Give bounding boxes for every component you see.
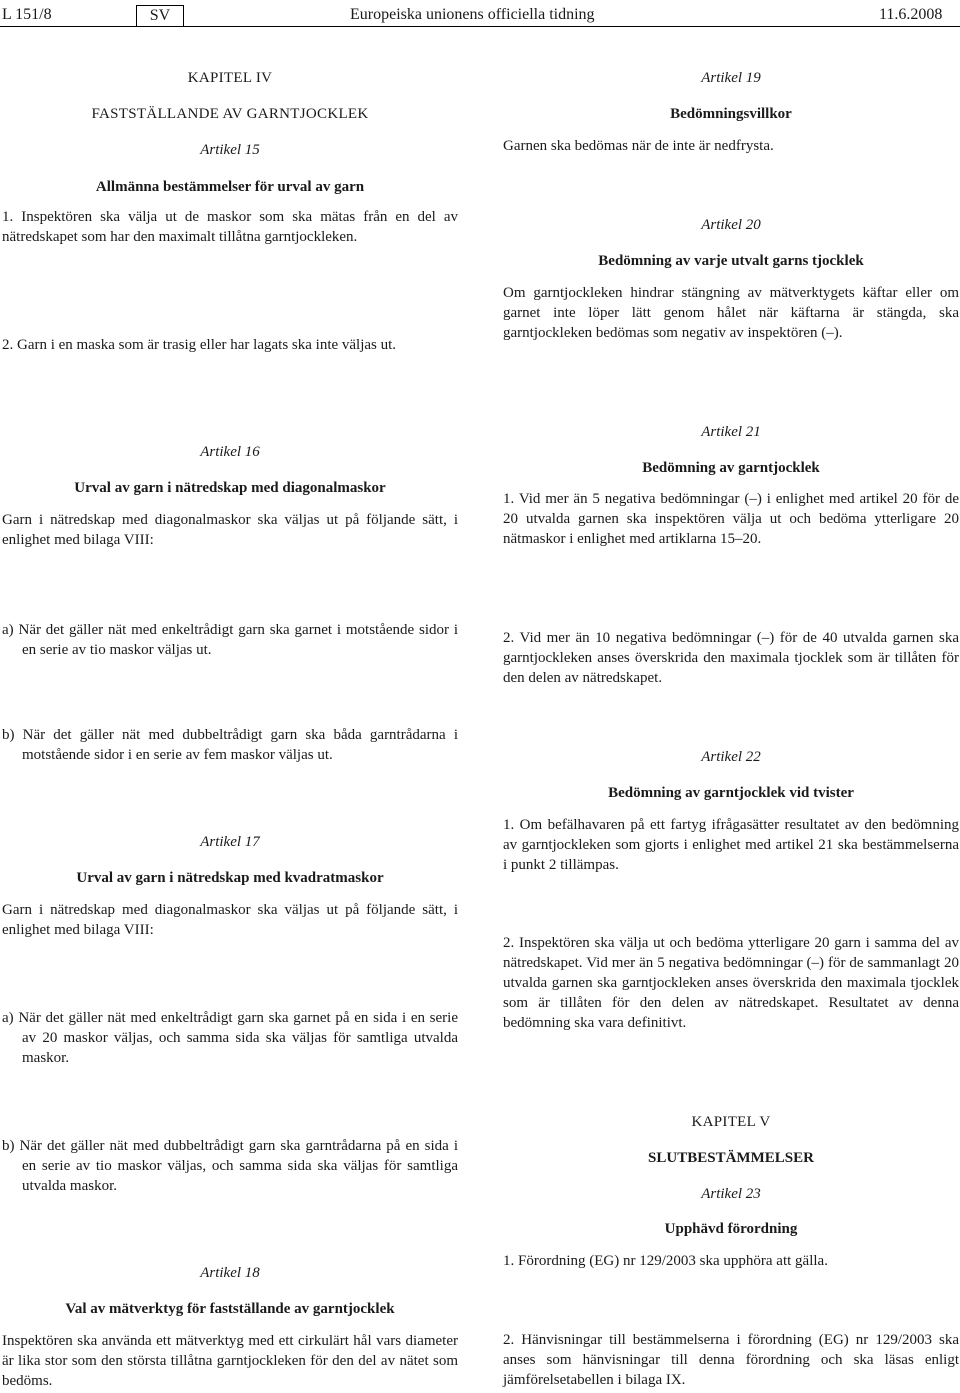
list-item: b) När det gäller nät med dubbeltrådigt garn ska garntrådarna på en sida i en serie av tio maskor väljas, och samma sida ska väljas för samtliga utvalda maskor.	[2, 1138, 458, 1194]
article-label: Artikel 21	[701, 424, 761, 440]
paragraph: 1. Vid mer än 5 negativa bedömningar (–) i enlighet med artikel 20 för de 20 utvalda garnen ska inspektören välja ut och bedöma ytterligare 20 nätmaskor i enlighet med artiklarna 15–20.	[503, 491, 959, 547]
article-label: Artikel 16	[200, 444, 260, 460]
journal-title: Europeiska unionens officiella tidning	[350, 6, 595, 23]
article-label: Artikel 22	[701, 749, 761, 765]
publication-date: 11.6.2008	[879, 6, 943, 23]
article-label: Artikel 19	[701, 70, 761, 86]
article-title: Upphävd förordning	[664, 1221, 798, 1237]
chapter-heading: KAPITEL IV	[187, 70, 273, 86]
article-title: Urval av garn i nätredskap med diagonalmaskor	[74, 480, 386, 496]
article-title: Bedömning av varje utvalt garns tjocklek	[598, 253, 864, 269]
language-badge: SV	[136, 5, 184, 27]
article-title: Bedömning av garntjocklek	[642, 460, 820, 476]
article-title: Urval av garn i nätredskap med kvadratmaskor	[76, 870, 384, 886]
article-title: Allmänna bestämmelser för urval av garn	[95, 179, 365, 195]
list-item: b) När det gäller nät med dubbeltrådigt garn ska båda garntrådarna i motstående sidor i en serie av fem maskor väljas ut.	[2, 727, 458, 763]
page-reference: L 151/8	[2, 6, 52, 23]
article-title: Bedömningsvillkor	[670, 106, 792, 122]
paragraph: 2. Inspektören ska välja ut och bedöma ytterligare 20 garn i samma del av nätredskapet. Vid mer än 5 negativa bedömningar (–) för de sammanlagt 20 utvalda garnen ska garntjockleken anses överskrida den maximala tjocklek som är tillåten för den delen av nätredskapet. Resultatet av denna bedömning ska vara definitivt.	[503, 935, 959, 1031]
paragraph: 2. Hänvisningar till bestämmelserna i förordning (EG) nr 129/2003 ska anses som hänvisningar till denna förordning och ska läsas enligt jämförelsetabellen i bilaga IX.	[503, 1332, 959, 1388]
page-header	[0, 3, 960, 25]
article-title: Bedömning av garntjocklek vid tvister	[608, 785, 854, 801]
paragraph: 1. Förordning (EG) nr 129/2003 ska upphöra att gälla.	[503, 1253, 828, 1269]
header-rule	[0, 26, 960, 27]
article-label: Artikel 23	[701, 1186, 761, 1202]
paragraph: 1. Inspektören ska välja ut de maskor som ska mätas från en del av nätredskapet som har den maximalt tillåtna garntjockleken.	[2, 209, 458, 245]
article-label: Artikel 15	[200, 142, 260, 158]
paragraph: Om garntjockleken hindrar stängning av mätverktygets käftar eller om garnet inte löper lätt genom hålet när käftarna är stängda, ska garntjockleken bedömas som negativ av inspektören (–).	[503, 285, 959, 341]
paragraph: 1. Om befälhavaren på ett fartyg ifrågasätter resultatet av den bedömning av garntjockleken som gjorts i enlighet med artikel 21 ska bestämmelserna i punkt 2 tillämpas.	[503, 817, 959, 873]
paragraph: 2. Garn i en maska som är trasig eller har lagats ska inte väljas ut.	[2, 337, 397, 353]
chapter-title: SLUTBESTÄMMELSER	[648, 1150, 814, 1166]
article-label: Artikel 17	[200, 834, 260, 850]
list-item: a) När det gäller nät med enkeltrådigt garn ska garnet på en sida i en serie av 20 maskor väljas, och samma sida ska väljas för samtliga utvalda maskor.	[2, 1010, 458, 1066]
paragraph: 2. Vid mer än 10 negativa bedömningar (–) för de 40 utvalda garnen ska garntjockleken anses överskrida den maximala tjocklek som är tillåten för den delen av nätredskapet.	[503, 630, 959, 686]
paragraph: Garn i nätredskap med diagonalmaskor ska väljas ut på följande sätt, i enlighet med bilaga VIII:	[2, 902, 458, 938]
article-label: Artikel 18	[200, 1265, 260, 1281]
paragraph: Garnen ska bedömas när de inte är nedfrysta.	[503, 138, 774, 154]
list-item: a) När det gäller nät med enkeltrådigt garn ska garnet i motstående sidor i en serie av tio maskor väljas ut.	[2, 622, 458, 658]
chapter-title: FASTSTÄLLANDE AV GARNTJOCKLEK	[91, 106, 369, 122]
paragraph: Inspektören ska använda ett mätverktyg med ett cirkulärt hål vars diameter är lika stor som den största tillåtna garntjockleken för den del av nätet som bedöms.	[2, 1333, 458, 1389]
chapter-heading: KAPITEL V	[691, 1114, 771, 1130]
paragraph: Garn i nätredskap med diagonalmaskor ska väljas ut på följande sätt, i enlighet med bilaga VIII:	[2, 512, 458, 548]
article-label: Artikel 20	[701, 217, 761, 233]
article-title: Val av mätverktyg för fastställande av garntjocklek	[65, 1301, 395, 1317]
